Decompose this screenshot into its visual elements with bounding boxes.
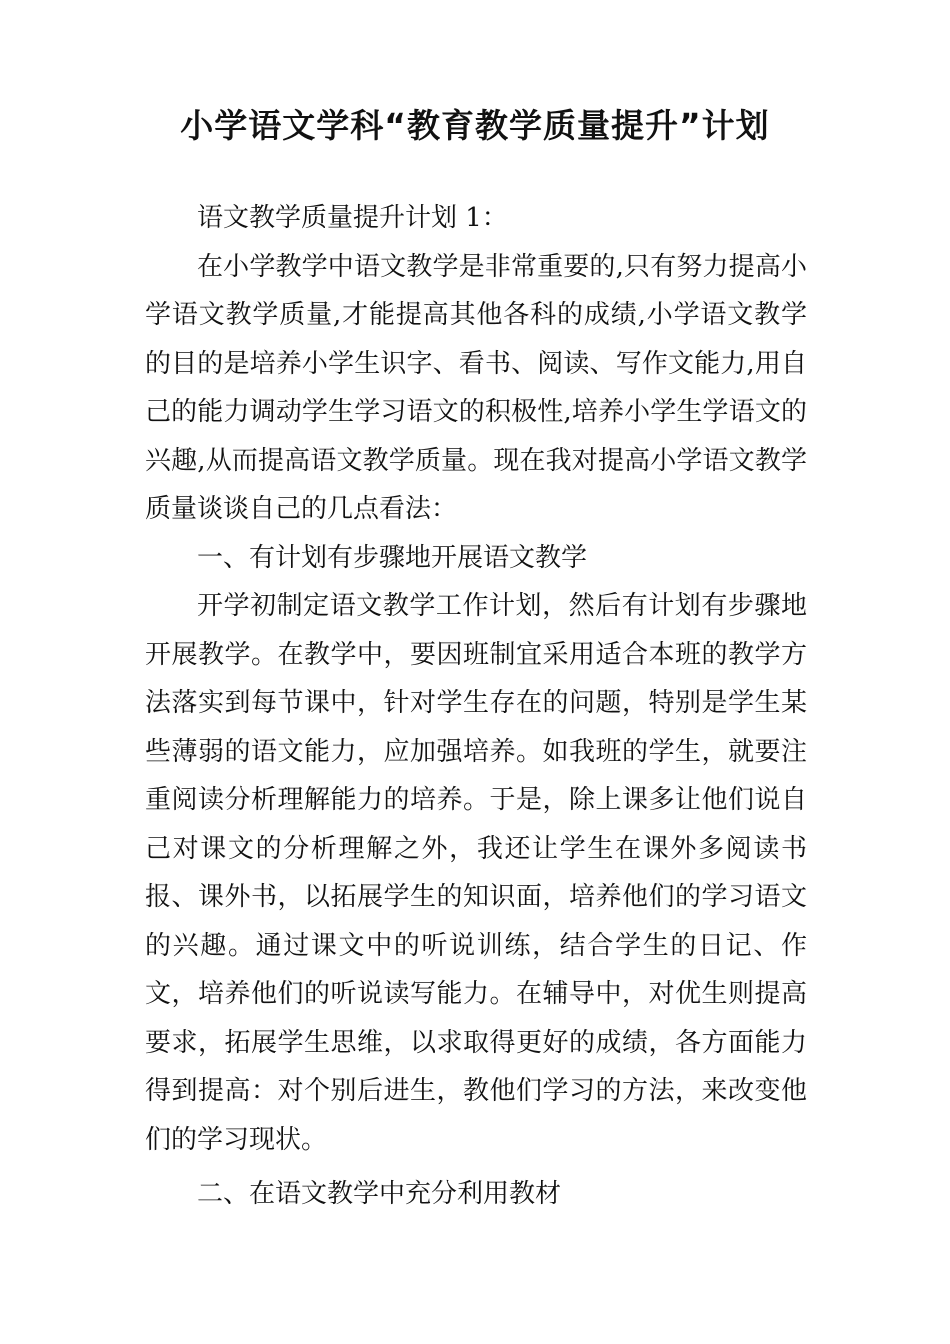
document-body [145, 194, 807, 1219]
intro-paragraph: 在小学教学中语文教学是非常重要的,只有努力提高小学语文教学质量,才能提高其他各科的成绩,小学语文教学的目的是培养小学生识字、看书、阅读、写作文能力,用自己的能力调动学生学习语文的积极性,培养小学生学语文的兴趣,从而提高语文教学质量。现在我对提高小学语文教学质量谈谈自己的几点看法： [145, 251, 807, 524]
plan-subtitle: 语文教学质量提升计划 1： [197, 203, 508, 233]
document-title: 小学语文学科“教育教学质量提升”计划 [180, 106, 770, 145]
section-1-heading: 一、有计划有步骤地开展语文教学 [197, 542, 588, 573]
section-2-heading: 二、在语文教学中充分利用教材 [197, 1179, 562, 1209]
section-1-paragraph: 开学初制定语文教学工作计划，然后有计划有步骤地开展教学。在教学中，要因班制宜采用适合本班的教学方法落实到每节课中，针对学生存在的问题，特别是学生某些薄弱的语文能力，应加强培养。如我班的学生，就要注重阅读分析理解能力的培养。于是，除上课多让他们说自己对课文的分析理解之外，我还让学生在课外多阅读书报、课外书，以拓展学生的知识面，培养他们的学习语文的兴趣。通过课文中的听说训练，结合学生的日记、作文，培养他们的听说读写能力。在辅导中，对优生则提高要求，拓展学生思维，以求取得更好的成绩，各方面能力得到提高：对个别后进生，教他们学习的方法，来改变他们的学习现状。 [145, 591, 807, 1155]
